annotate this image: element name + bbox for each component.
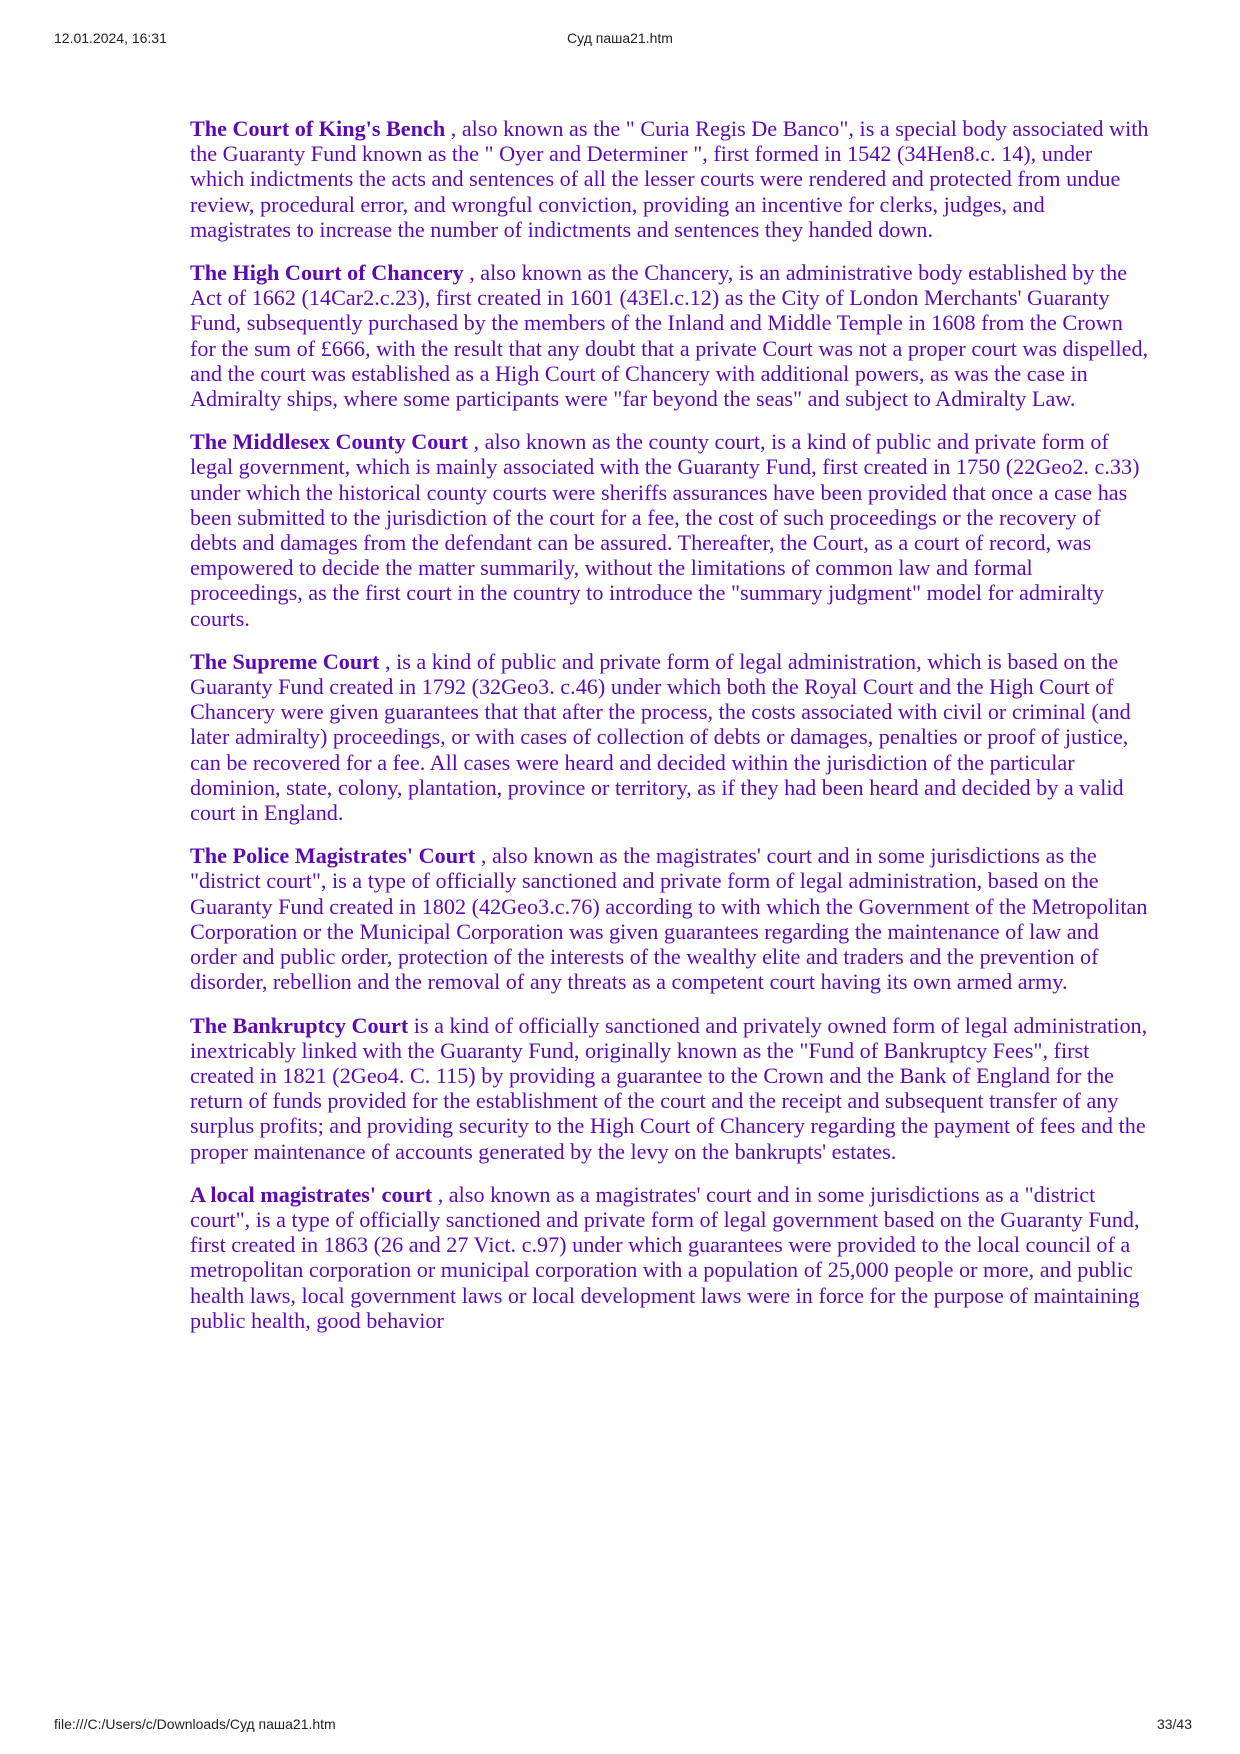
paragraph-term: The Supreme Court (190, 648, 380, 674)
paragraph-term: The Middlesex County Court (190, 429, 468, 455)
paragraph-term: The High Court of Chancery (190, 260, 464, 286)
paragraph-text: , also known as the magistrates' court and in some jurisdictions as the "district court", is a type of officially sanctioned and private form of legal administration, based on the Guaranty Fund created in 1802 (42Geo3.c.76) according to with which the Government of the Metropolitan Corporation or the Municipal Corporation was given guarantees regarding the maintenance of law and order and public order, protection of the interests of the wealthy elite and traders and the prevention of disorder, rebellion and the removal of any threats as a competent court having its own armed army. (190, 843, 1148, 995)
paragraph-text: , also known as a magistrates' court and in some jurisdictions as a "district court", is a type of officially sanctioned and private form of legal government based on the Guaranty Fund, first created in 1863 (26 and 27 Vict. c.97) under which guarantees were provided to the local council of a metropolitan corporation or municipal corporation with a population of 25,000 people or more, and public health laws, local government laws or local development laws were in force for the purpose of maintaining public health, good behavior (190, 1181, 1140, 1333)
paragraph-kings-bench (190, 116, 1150, 242)
paragraph-text: , is a kind of public and private form of legal administration, which is based on the Guaranty Fund created in 1792 (32Geo3. c.46) under which both the Royal Court and the High Court of Chancery were given guarantees that that after the process, the costs associated with civil or criminal (and later admiralty) proceedings, or with cases of collection of debts or damages, penalties or proof of justice, can be recovered for a fee. All cases were heard and decided within the jurisdiction of the particular dominion, state, colony, plantation, province or territory, as if they had been heard and decided by a valid court in England. (190, 648, 1131, 826)
paragraph-supreme-court (190, 649, 1150, 825)
document-body (190, 116, 1150, 1351)
paragraph-local-magistrates-court (190, 1182, 1150, 1333)
file-url: file:///C:/Users/c/Downloads/Суд паша21.htm (54, 1716, 336, 1732)
paragraph-text: , also known as the Chancery, is an administrative body established by the Act of 1662 (14Car2.c.23), first created in 1601 (43El.c.12) as the City of London Merchants' Guaranty Fund, subsequently purchased by the members of the Inland and Middle Temple in 1608 from the Crown for the sum of £666, with the result that any doubt that a private Court was not a proper court was dispelled, and the court was established as a High Court of Chancery with additional powers, as was the case in Admiralty ships, where some participants were "far beyond the seas" and subject to Admiralty Law. (190, 260, 1149, 412)
paragraph-text: is a kind of officially sanctioned and privately owned form of legal administration, inextricably linked with the Guaranty Fund, originally known as the "Fund of Bankruptcy Fees", first created in 1821 (2Geo4. C. 115) by providing a guarantee to the Crown and the Bank of England for the return of funds provided for the establishment of the court and the receipt and subsequent transfer of any surplus profits; and providing security to the High Court of Chancery regarding the payment of fees and the proper maintenance of accounts generated by the levy on the bankrupts' estates. (190, 1012, 1148, 1164)
document-title: Суд паша21.htm (567, 30, 673, 46)
paragraph-high-court-of-chancery (190, 260, 1150, 411)
print-footer (0, 1716, 1240, 1736)
paragraph-bankruptcy-court (190, 1013, 1150, 1164)
paragraph-text: , also known as the county court, is a kind of public and private form of legal government, which is mainly associated with the Guaranty Fund, first created in 1750 (22Geo2. c.33) under which the historical county courts were sheriffs assurances have been provided that once a case has been submitted to the jurisdiction of the court for a fee, the cost of such proceedings or the recovery of debts and damages from the defendant can be assured. Thereafter, the Court, as a court of record, was empowered to decide the matter summarily, without the limitations of common law and formal proceedings, as the first court in the country to introduce the "summary judgment" model for admiralty courts. (190, 429, 1140, 631)
paragraph-term: The Court of King's Bench (190, 116, 446, 141)
paragraph-term: A local magistrates' court (190, 1181, 433, 1207)
page-number: 33/43 (1156, 1716, 1192, 1732)
paragraph-term: The Bankruptcy Court (190, 1012, 409, 1038)
paragraph-term: The Police Magistrates' Court (190, 843, 476, 869)
paragraph-middlesex-county-court (190, 429, 1150, 631)
print-header (0, 30, 1240, 50)
paragraph-text: , also known as the " Curia Regis De Banco", is a special body associated with the Guaranty Fund known as the " Oyer and Determiner ", first formed in 1542 (34Hen8.c. 14), under which indictments the acts and sentences of all the lesser courts were rendered and protected from undue review, procedural error, and wrongful conviction, providing an incentive for clerks, judges, and magistrates to increase the number of indictments and sentences they handed down. (190, 116, 1149, 242)
print-datetime: 12.01.2024, 16:31 (54, 30, 167, 46)
paragraph-police-magistrates-court (190, 843, 1150, 994)
